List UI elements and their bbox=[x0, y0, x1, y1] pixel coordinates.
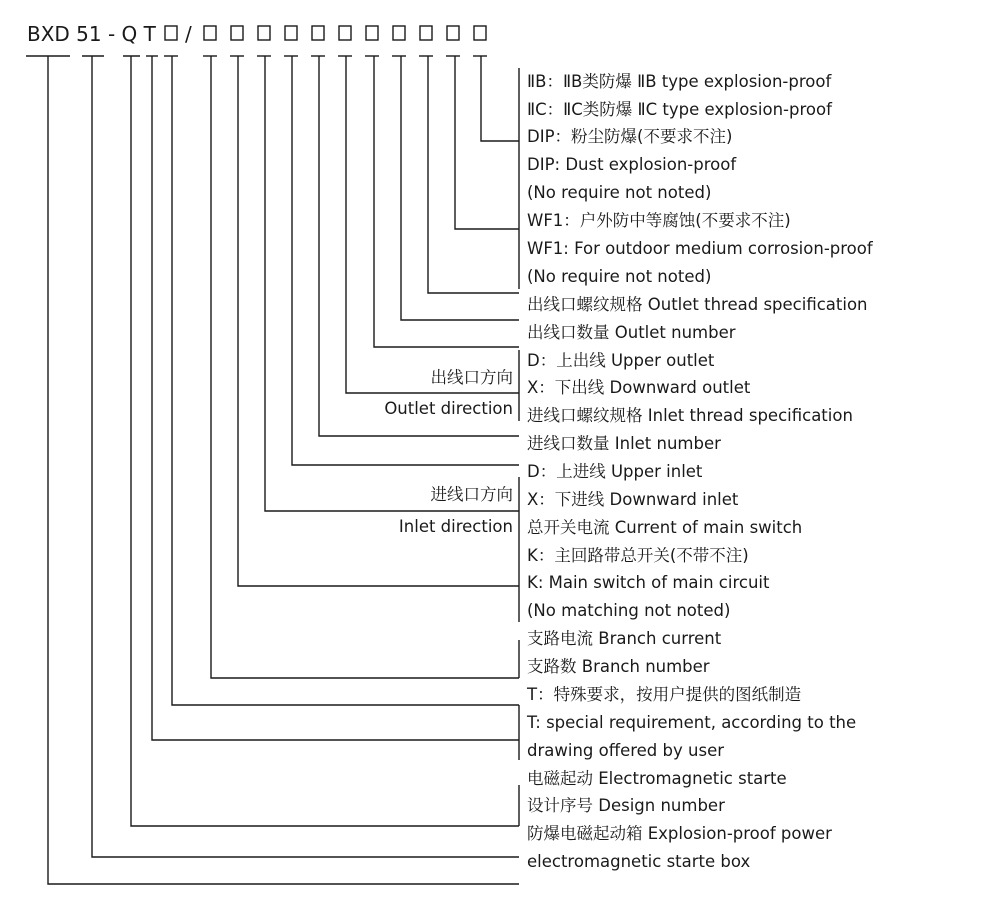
group-inlet-cn: 进线口方向 bbox=[430, 485, 513, 504]
connector-starter bbox=[152, 56, 519, 740]
label-main-switch-cn: K：主回路带总开关(不带不注) bbox=[527, 546, 749, 565]
label-product-1: 防爆电磁起动箱 Explosion-proof power bbox=[527, 824, 832, 843]
label-special-cn: T：特殊要求，按用户提供的图纸制造 bbox=[527, 685, 802, 704]
label-dip-cn: DIP：粉尘防爆(不要求不注) bbox=[527, 127, 733, 146]
label-starter: 电磁起动 Electromagnetic starte bbox=[527, 769, 787, 788]
label-inlet-thread: 进线口螺纹规格 Inlet thread specification bbox=[527, 406, 853, 425]
connector-design-number bbox=[131, 56, 519, 826]
label-outlet-thread: 出线口螺纹规格 Outlet thread specification bbox=[527, 295, 868, 314]
label-main-switch-en: K: Main switch of main circuit bbox=[527, 573, 770, 592]
group-inlet-en: Inlet direction bbox=[398, 517, 513, 536]
label-main-switch-note: (No matching not noted) bbox=[527, 601, 731, 620]
group-outlet-cn: 出线口方向 bbox=[430, 368, 513, 387]
label-outlet-downward: X：下出线 Downward outlet bbox=[527, 378, 751, 397]
code-box bbox=[165, 26, 177, 40]
label-corrosion-note: (No require not noted) bbox=[527, 267, 712, 286]
label-class-iic: ⅡC：ⅡC类防爆 ⅡC type explosion-proof bbox=[527, 100, 832, 119]
code-box bbox=[447, 26, 459, 40]
connector-main-switch-current bbox=[238, 56, 519, 586]
label-class-iib: ⅡB：ⅡB类防爆 ⅡB type explosion-proof bbox=[527, 72, 832, 91]
code-box bbox=[420, 26, 432, 40]
label-branch-current: 支路电流 Branch current bbox=[527, 629, 722, 648]
label-dip-note: (No require not noted) bbox=[527, 183, 712, 202]
code-box bbox=[312, 26, 324, 40]
code-box bbox=[258, 26, 270, 40]
code-box bbox=[285, 26, 297, 40]
label-main-switch-current: 总开关电流 Current of main switch bbox=[527, 518, 803, 537]
label-special-en-1: T: special requirement, according to the bbox=[527, 713, 857, 732]
code-box bbox=[474, 26, 486, 40]
connector-outlet-direction bbox=[374, 56, 519, 347]
connector-lines bbox=[48, 56, 519, 884]
label-corrosion-en: WF1: For outdoor medium corrosion-proof bbox=[527, 239, 873, 258]
model-code-prefix: BXD 51 - Q T bbox=[27, 22, 156, 46]
code-box bbox=[393, 26, 405, 40]
label-special-en-2: drawing offered by user bbox=[527, 741, 725, 760]
label-inlet-upper: D：上进线 Upper inlet bbox=[527, 462, 703, 481]
label-product-2: electromagnetic starte box bbox=[527, 852, 751, 871]
connector-branch bbox=[211, 56, 519, 678]
label-inlet-number: 进线口数量 Inlet number bbox=[527, 434, 721, 453]
connector-outlet-thread bbox=[428, 56, 519, 293]
model-code-slash: / bbox=[185, 22, 192, 46]
label-outlet-upper: D：上出线 Upper outlet bbox=[527, 351, 715, 370]
label-corrosion-cn: WF1：户外防中等腐蚀(不要求不注) bbox=[527, 211, 791, 230]
label-branch-number: 支路数 Branch number bbox=[527, 657, 710, 676]
code-box bbox=[204, 26, 216, 40]
connector-dust-or-gas-class bbox=[481, 56, 519, 141]
connector-outlet-number bbox=[401, 56, 519, 320]
group-outlet-en: Outlet direction bbox=[384, 399, 513, 418]
code-box bbox=[366, 26, 378, 40]
code-box bbox=[339, 26, 351, 40]
label-dip-en: DIP: Dust explosion-proof bbox=[527, 155, 737, 174]
connector-corrosion bbox=[455, 56, 519, 229]
label-design-number: 设计序号 Design number bbox=[527, 796, 725, 815]
label-outlet-number: 出线口数量 Outlet number bbox=[527, 323, 736, 342]
code-box bbox=[231, 26, 243, 40]
label-inlet-downward: X：下进线 Downward inlet bbox=[527, 490, 739, 509]
